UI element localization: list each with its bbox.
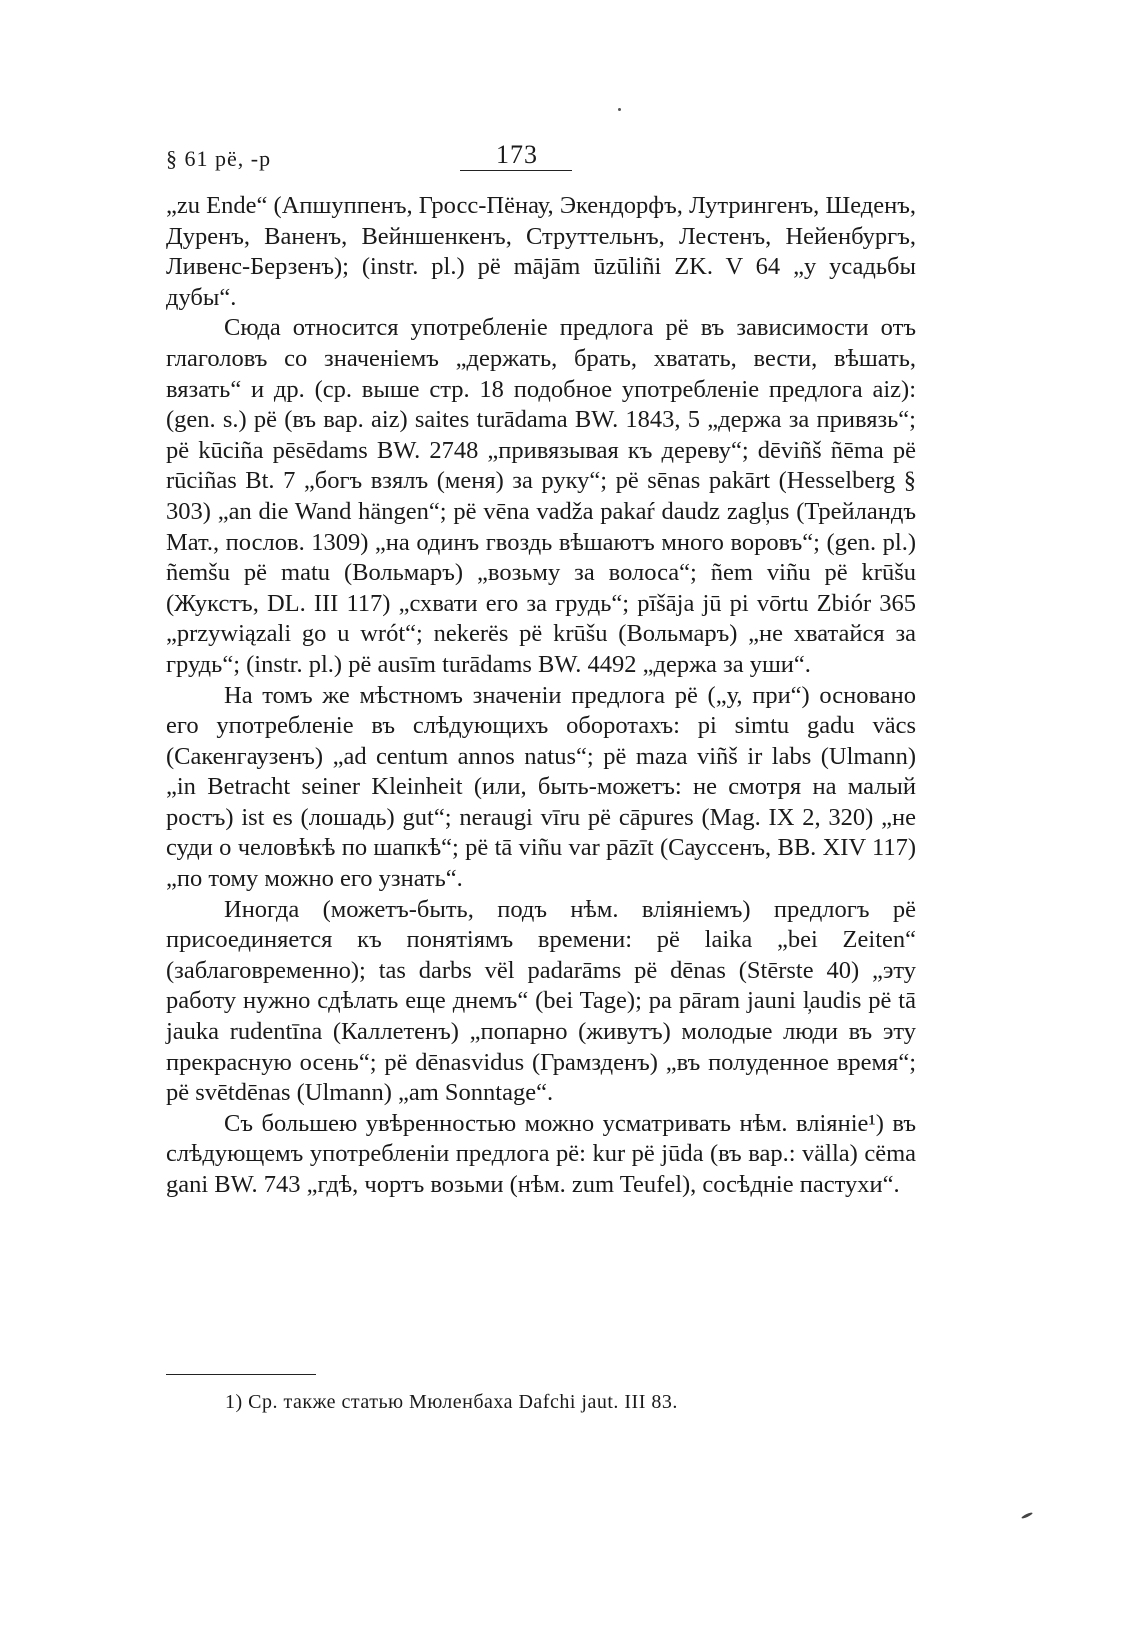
scan-speck [618,108,621,111]
footnote-rule [166,1374,316,1375]
footnote: 1) Ср. также статью Мюленбаха Dafchi jaut. III 83. [225,1391,678,1413]
paragraph-5: Съ большею увѣренностью можно усматривать нѣм. вліяніе¹) въ слѣдующемъ употребленіи предлога pë: kur pë jūda (въ вар.: välla) cëma gani BW. 743 „гдѣ, чортъ возьми (нѣм. zum Teufel), сосѣдніе пастухи“. [166,1109,916,1198]
page-header [166,140,606,176]
paragraph-3: На томъ же мѣстномъ значеніи предлога pë („у, при“) основано его употребленіе въ слѣдующихъ оборотахъ: pi simtu gadu väcs (Сакенгаузенъ) „ad centum annos natus“; pë maza viñš ir labs (Ulmann) „in Betracht seiner Kleinheit (или, быть-можетъ: не смотря на малый ростъ) ist es (лошадь) gut“; neraugi vīru pë cāpures (Mag. IX 2, 320) „не суди о человѣкѣ по шапкѣ“; pë tā viñu var pāzīt (Сауссенъ, BB. XIV 117) „по тому можно его узнать“. [166,681,916,893]
header-rule [460,170,572,171]
paragraph-1: „zu Ende“ (Апшуппенъ, Гросс-Пёнау, Экендорфъ, Лутрингенъ, Шеденъ, Дуренъ, Ваненъ, Вейншенкенъ, Струттельнъ, Лестенъ, Нейенбургъ, Ливенс-Берзенъ); (instr. pl.) pë mājām ūzūliñi ZK. V 64 „у усадьбы дубы“. [166,192,916,311]
paragraph-2: Сюда относится употребленіе предлога pë въ зависимости отъ глаголовъ со значеніемъ „держать, брать, хватать, вести, вѣшать, вязать“ и др. (ср. выше стр. 18 подобное употребленіе предлога aiz): (gen. s.) pë (въ вар. aiz) saites turādama BW. 1843, 5 „держа за привязь“; pë kūciña pēsēdams BW. 2748 „привязывая къ дереву“; dēviñš ñēma pë rūciñas Bt. 7 „богъ взялъ (меня) за руку“; pë sēnas pakārt (Hesselberg § 303) „an die Wand hängen“; pë vēna vadža pakaŕ daudz zagl̦us (Трейландъ Мат., послов. 1309) „на одинъ гвоздь вѣшаютъ много воровъ“; (gen. pl.) ñemšu pë matu (Вольмаръ) „возьму за волоса“; ñem viñu pë krūšu (Жукстъ, DL. III 117) „схвати его за грудь“; pīšāja jū pi vōrtu Zbiór 365 „przywiązali go u wrót“; nekerës pë krūšu (Вольмаръ) „не хватайся за грудь“; (instr. pl.) pë ausīm turādams BW. 4492 „держа за уши“. [166,314,916,678]
body-text [166,191,916,1201]
scan-speck [1021,1512,1033,1520]
paragraph-4: Иногда (можетъ-быть, подъ нѣм. вліяніемъ) предлогъ pë присоединяется къ понятіямъ времени: pë laika „bei Zeiten“ (заблаговременно); tas darbs vël padarāms pë dēnas (Stērste 40) „эту работу нужно сдѣлать еще днемъ“ (bei Tage); pa pāram jauni l̦audis pë tā jauka rudentīna (Каллетенъ) „попарно (живутъ) молодые люди въ эту прекрасную осень“; pë dēnasvidus (Грамзденъ) „въ полуденное время“; pë svētdēnas (Ulmann) „am Sonntage“. [166,895,916,1107]
section-heading: § 61 pë, -p [166,146,272,171]
page-number: 173 [496,140,538,169]
